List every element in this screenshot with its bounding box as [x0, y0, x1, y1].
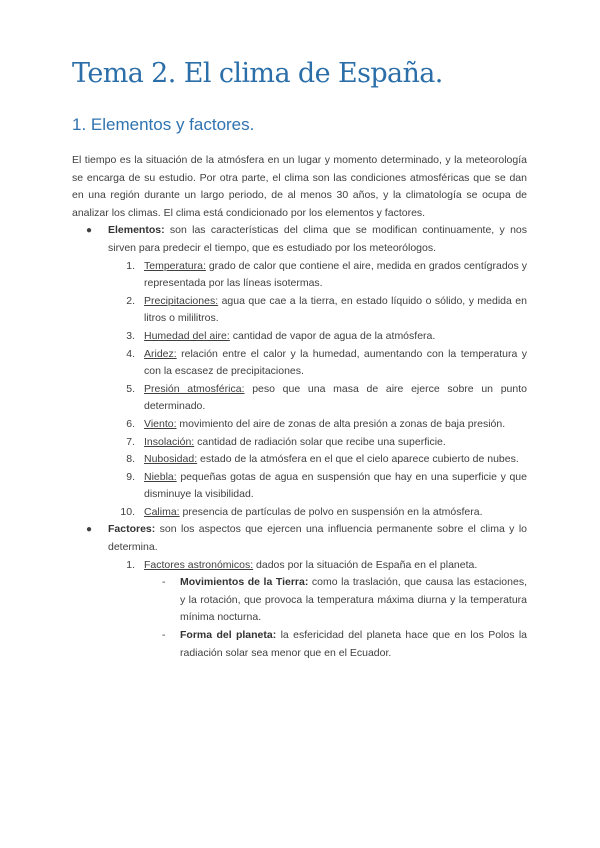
item-text: cantidad de vapor de agua de la atmósfera. — [229, 329, 436, 342]
item-text: estado de la atmósfera en el que el cielo aparece cubierto de nubes. — [197, 453, 519, 466]
item-term: Insolación: — [144, 435, 195, 448]
item-term: Nubosidad: — [144, 453, 198, 466]
item-number: 1. — [126, 558, 135, 571]
item-term: Precipitaciones: — [144, 294, 219, 307]
item-text: peso que una masa de aire ejerce sobre un punto determinado. — [144, 382, 527, 413]
elemento-item — [108, 504, 527, 522]
document-body — [72, 152, 527, 662]
factor-sublist — [144, 574, 527, 662]
item-term: Humedad del aire: — [144, 329, 230, 342]
subitem-label: Forma del planeta: — [180, 629, 277, 642]
item-number: 9. — [126, 470, 135, 483]
item-term: Factores astronómicos: — [144, 558, 254, 571]
section-heading: 1. Elementos y factores. — [72, 115, 255, 134]
item-text: cantidad de radiación solar que recibe una superficie. — [194, 435, 446, 448]
elementos-list — [108, 258, 527, 522]
item-number: 8. — [126, 453, 135, 466]
bullet-marker: ● — [86, 225, 93, 237]
bullet-factores — [72, 521, 527, 662]
bullet-marker: ● — [86, 524, 93, 536]
elemento-item — [108, 258, 527, 293]
elemento-item — [108, 346, 527, 381]
elemento-item — [108, 451, 527, 469]
item-term: Aridez: — [144, 347, 177, 360]
factor-subitem — [144, 627, 527, 662]
item-text: movimiento del aire de zonas de alta presión a zonas de baja presión. — [176, 417, 506, 430]
item-text: relación entre el calor y la humedad, aumentando con la temperatura y con la escasez de precipitaciones. — [144, 347, 527, 378]
item-number: 7. — [126, 435, 135, 448]
item-text: presencia de partículas de polvo en suspensión en la atmósfera. — [179, 505, 483, 518]
factores-list — [108, 557, 527, 663]
item-term: Niebla: — [144, 470, 177, 483]
main-bullet-list — [72, 222, 527, 662]
subitem-text: como la traslación, que causa las estaciones, y la rotación, que provoca la temperatura máxima diurna y la temperatura mínima nocturna. — [180, 576, 527, 624]
item-text: agua que cae a la tierra, en estado líquido o sólido, y medida en litros o mililitros. — [144, 294, 527, 325]
item-number: 2. — [126, 294, 135, 307]
intro-paragraph: El tiempo es la situación de la atmósfera en un lugar y momento determinado, y la meteorología se encarga de su estudio. Por otra parte, el clima son las condiciones atmosféricas que se dan en una región durante un largo periodo, de al menos 30 años, y la climatología se ocupa de analizar los climas. El clima está condicionado por los elementos y factores. — [72, 154, 527, 219]
item-number: 10. — [120, 505, 135, 518]
elementos-label: Elementos: — [108, 224, 165, 237]
elemento-item — [108, 381, 527, 416]
bullet-elementos — [72, 222, 527, 521]
item-term: Presión atmosférica: — [144, 382, 245, 395]
dash-marker: - — [162, 576, 166, 589]
factor-subitem — [144, 574, 527, 627]
elemento-item — [108, 434, 527, 452]
item-number: 3. — [126, 329, 135, 342]
subitem-text: la esfericidad del planeta hace que en los Polos la radiación solar sea menor que en el Ecuador. — [180, 629, 527, 659]
page-title: Tema 2. El clima de España. — [72, 58, 443, 89]
dash-marker: - — [162, 629, 166, 642]
item-text: pequeñas gotas de agua en suspensión que hay en una superficie y que disminuye la visibilidad. — [144, 470, 527, 501]
item-number: 1. — [126, 259, 135, 272]
elemento-item — [108, 328, 527, 346]
elementos-text: son las características del clima que se modifican continuamente, y nos sirven para predecir el tiempo, que es estudiado por los meteorólogos. — [108, 224, 527, 254]
elemento-item — [108, 416, 527, 434]
item-text: grado de calor que contiene el aire, medida en grados centígrados y representada por las líneas isotermas. — [144, 259, 527, 290]
item-number: 6. — [126, 417, 135, 430]
factores-label: Factores: — [108, 523, 156, 536]
item-text: dados por la situación de España en el planeta. — [253, 558, 478, 571]
factores-text: son los aspectos que ejercen una influencia permanente sobre el clima y lo determina. — [108, 523, 527, 554]
elemento-item — [108, 469, 527, 504]
item-term: Temperatura: — [144, 259, 206, 272]
factor-item — [108, 557, 527, 663]
item-number: 4. — [126, 347, 135, 360]
item-term: Calima: — [144, 505, 180, 518]
elemento-item — [108, 293, 527, 328]
subitem-label: Movimientos de la Tierra: — [180, 576, 309, 589]
item-term: Viento: — [144, 417, 177, 430]
item-number: 5. — [126, 382, 135, 395]
